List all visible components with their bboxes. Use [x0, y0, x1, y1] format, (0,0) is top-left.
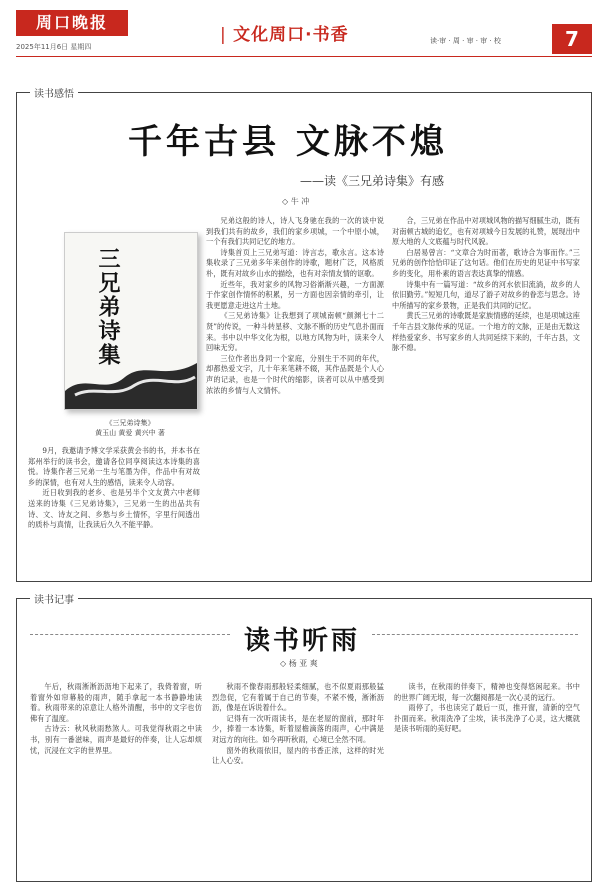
section-label-reading-thoughts: 读书感悟	[30, 85, 78, 100]
section-title-text: 文化周口·书香	[233, 25, 349, 45]
article2-title: 读书听雨	[244, 626, 361, 656]
article1-column-1	[28, 446, 200, 572]
paragraph: 秋雨不像春雨那般轻柔细腻，也不似夏雨那般猛烈急促，它有着属于自己的节奏，不紧不慢，淅淅沥沥，像是在诉说着什么。	[212, 682, 384, 713]
book-cover-river-illustration	[65, 333, 197, 409]
paragraph: 黄氏三兄弟的诗歌既是家族情感的延续，也是项城这座千年古县文脉传承的见证。一个地方的文脉，正是由无数这样热爱家乡、书写家乡的人共同延续下来的，千年古县，文脉不熄。	[392, 311, 580, 353]
article-subtitle: ——读《三兄弟诗集》有感	[300, 174, 445, 188]
paragraph: 兄弟这般的诗人，诗人飞身驰在我的一次的谈中说到我们共有的故乡，我们的家乡项城，一个中原小城，一个有我们共同记忆的地方。	[206, 216, 384, 247]
article1-column-2	[206, 216, 384, 572]
issue-date: 2025年11月6日 星期四	[16, 43, 92, 51]
article-author: ◇ 牛 冲	[282, 197, 310, 206]
page-header	[0, 0, 600, 62]
book-cover	[64, 232, 198, 410]
article2-column-3	[394, 682, 580, 872]
paragraph: 读书，在秋雨的伴奏下，精神也变得悠闲起来。书中的世界广阔无垠，每一次翻阅都是一次心灵的远行。	[394, 682, 580, 702]
paragraph: 记得有一次听雨读书，是在老屋的窗前，那时年少，捧着一本诗集，听着屋檐滴落的雨声，心中满是对远方的向往。如今再听秋雨，心境已全然不同。	[212, 713, 384, 744]
paragraph: 近些年，我对家乡的风物习俗渐渐兴趣，一方面源于作家创作情怀的积累，另一方面也因亲情的牵引，让我更愿意走进这片土地。	[206, 279, 384, 310]
paragraph: 近日收到我的老乡、也是另半个文友黄六中老师送来的诗集《三兄弟诗集》，三兄弟一生的出品共有诗、文、诗友之间、乡愁与乡土情怀，字里行间透出的质朴与真情，让我读后久久不能平静。	[28, 488, 200, 530]
book-cover-title: 三兄弟诗集	[95, 247, 121, 367]
newspaper-logo: 周口晚报	[16, 10, 128, 36]
article2-column-1	[30, 682, 202, 872]
editor-credits: 读·审 · 周 · 审 · 审 · 校	[430, 37, 501, 45]
article2-author: ◇ 杨 亚 爽	[280, 659, 318, 668]
header-rule	[16, 56, 592, 57]
paragraph: 雨停了，书也读完了最后一页，推开窗，清新的空气扑面而来。秋雨洗净了尘埃，读书洗净了心灵，这大概就是读书听雨的美好吧。	[394, 703, 580, 734]
book-caption-authors: 黄玉山 黄爱 黄兴中 著	[95, 429, 165, 437]
book-caption	[40, 418, 220, 438]
page-number: 7	[552, 24, 592, 54]
paragraph: 诗集中有一篇写道：“故乡的河水依旧流淌，故乡的人依旧勤劳。”短短几句，道尽了游子对故乡的眷恋与思念。诗中所描写的家乡景物，正是我们共同的记忆。	[392, 279, 580, 310]
paragraph: 诗集首页上三兄弟写道：诗言志，歌永言。这本诗集收录了三兄弟多年来创作的诗歌，题材广泛，风格质朴，既有对故乡山水的描绘，也有对亲情友情的讴歌。	[206, 247, 384, 278]
paragraph: 白居易曾言：“文章合为时而著，歌诗合为事而作。”三兄弟的创作恰恰印证了这句话。他们在历史的见证中书写家乡的变化，用朴素的语言表达真挚的情感。	[392, 247, 580, 278]
article2-divider-left	[30, 634, 230, 635]
article-title: 千年古县 文脉不熄	[128, 122, 448, 162]
paragraph: 窗外的秋雨依旧，屋内的书香正浓，这样的时光让人心安。	[212, 745, 384, 766]
book-caption-title: 《三兄弟诗集》	[105, 419, 155, 427]
paragraph: 9月，我邀请予博文学采获黄会书的书，并本书在郑州举行的读书会，邀请各位同享阅读这本诗集的喜悦。诗集作者三兄弟一生与笔墨为伴，作品中有对故乡的深情，也有对人生的感悟，读来令人动容。	[28, 446, 200, 487]
paragraph: 合，三兄弟在作品中对项城风物的描写细腻生动，既有对南顿古城的追忆，也有对项城今日发展的礼赞，展现出中原大地的人文底蕴与时代风貌。	[392, 216, 580, 247]
section-label-reading-notes: 读书记事	[30, 591, 78, 606]
paragraph: 午后，秋雨淅淅沥沥地下起来了，我倚着窗，听着窗外如帘幕般的雨声，随手拿起一本书静静地读着。秋雨带来的凉意让人格外清醒，书中的文字也仿佛有了温度。	[30, 682, 202, 723]
article2-divider-right	[372, 634, 578, 635]
article1-column-3	[392, 216, 580, 572]
paragraph: 三位作者出身同一个家庭，分别生于不同的年代，却都热爱文字，几十年来笔耕不辍，其作品既是个人心声的记录，也是一个时代的缩影，读者可以从中感受到浓浓的乡情与人文情怀。	[206, 353, 384, 395]
article2-column-2	[212, 682, 384, 872]
paragraph: 古诗云：秋风秋雨愁煞人。可我觉得秋雨之中读书，别有一番滋味，雨声是最好的伴奏，让人忘却烦忧，沉浸在文字的世界里。	[30, 724, 202, 755]
section-title: | 文化周口·书香	[220, 25, 349, 45]
paragraph: 《三兄弟诗集》让我想到了项城南顿“颜渊七十二贤”的传说，一种斗转星移、文脉不断的历史气息扑面而来。书中以中华文化为根，以地方风物为叶，读来令人回味无穷。	[206, 311, 384, 353]
